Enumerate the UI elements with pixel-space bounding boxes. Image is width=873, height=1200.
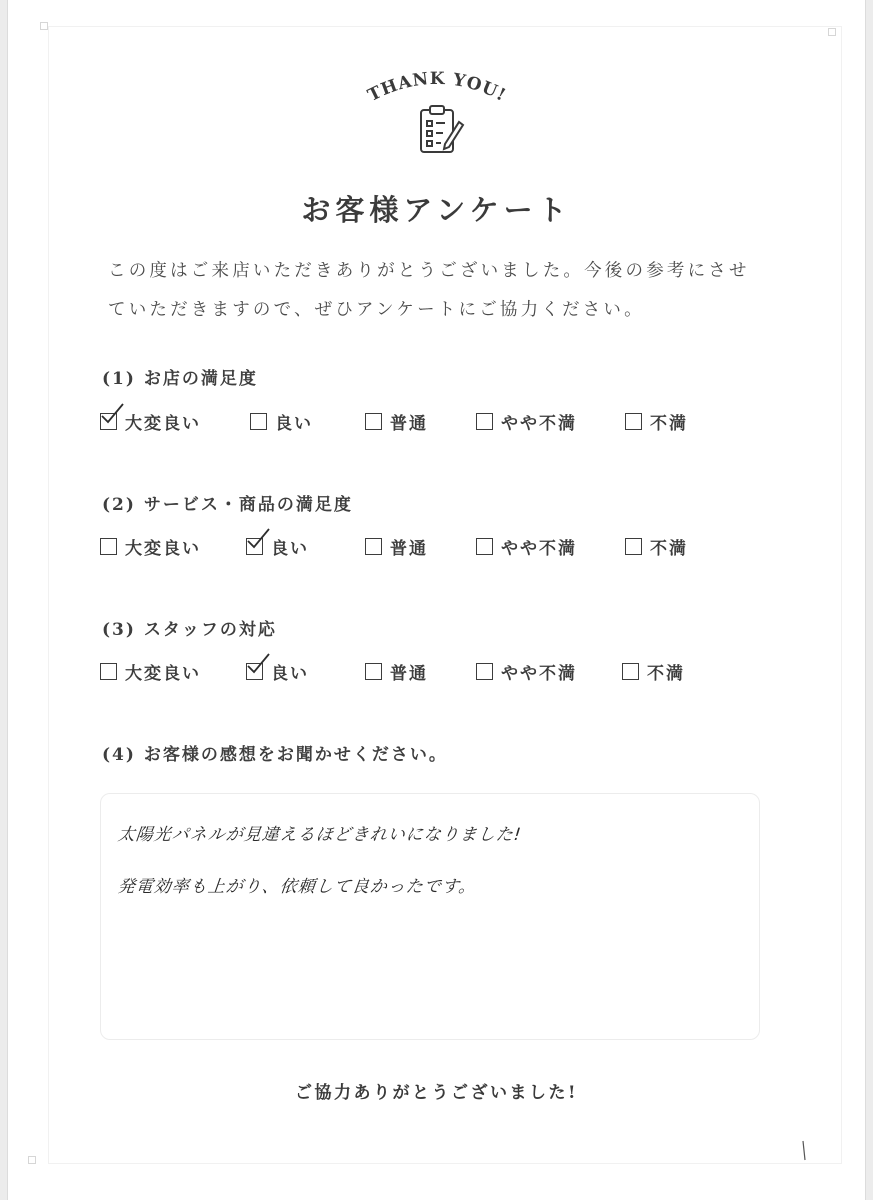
page-title: お客様アンケート [301,193,572,227]
checkbox[interactable] [476,413,493,430]
checkbox[interactable] [100,538,117,555]
thank-you-text: THANK YOU! [364,68,509,106]
checkbox-checked[interactable] [246,663,263,680]
corner-mark [28,1156,36,1164]
checkbox[interactable] [625,538,642,555]
question-4-label: (4) お客様の感想をお聞かせください。 [102,745,448,765]
intro-line: ていただきますので、ぜひアンケートにご協力ください。 [108,300,645,320]
option-very-good[interactable] [100,406,201,436]
checkbox-checked[interactable] [100,413,117,430]
checkmark-icon [99,402,127,428]
option-label: 不満 [650,413,688,434]
question-2-label: (2) サービス・商品の満足度 [102,495,353,515]
option-label: 不満 [650,538,688,559]
option-good[interactable] [246,531,309,561]
option-somewhat-dissatisfied[interactable] [476,656,577,686]
comment-handwritten-line: 太陽光パネルが見違えるほどきれいになりました! [116,825,523,845]
option-somewhat-dissatisfied[interactable] [476,531,577,561]
clipboard-checklist-icon [421,106,463,152]
option-dissatisfied[interactable] [625,531,688,561]
option-label: 普通 [390,413,428,434]
checkbox[interactable] [365,538,382,555]
checkbox[interactable] [250,413,267,430]
option-label: 不満 [647,663,685,684]
option-label: やや不満 [501,538,577,559]
question-1-label: (1) お店の満足度 [102,369,258,389]
question-3-label: (3) スタッフの対応 [102,620,277,640]
question-3-options [100,656,740,686]
checkbox[interactable] [625,413,642,430]
checkbox[interactable] [100,663,117,680]
thank-you-header [0,66,873,166]
option-dissatisfied[interactable] [625,406,688,436]
checkmark-icon [245,527,273,553]
option-very-good[interactable] [100,656,201,686]
option-label: 普通 [390,538,428,559]
comment-handwritten-line: 発電効率も上がり、依頼して良かったです。 [116,877,478,897]
checkbox[interactable] [365,663,382,680]
option-neutral[interactable] [365,406,428,436]
option-very-good[interactable] [100,531,201,561]
checkbox-checked[interactable] [246,538,263,555]
intro-line: この度はご来店いただきありがとうございました。今後の参考にさせ [108,261,750,281]
question-1-options [100,406,740,436]
question-2-options [100,531,740,561]
checkbox[interactable] [622,663,639,680]
corner-mark [828,28,836,36]
option-neutral[interactable] [365,531,428,561]
intro-text [108,252,768,330]
svg-text:THANK YOU! [364,69,509,106]
corner-mark [40,22,48,30]
option-label: 大変良い [125,663,201,684]
option-good[interactable] [246,656,309,686]
option-somewhat-dissatisfied[interactable] [476,406,577,436]
option-good[interactable] [250,406,313,436]
option-label: やや不満 [501,413,577,434]
checkmark-icon [245,652,273,678]
option-dissatisfied[interactable] [622,656,685,686]
option-label: 良い [271,663,309,684]
option-label: 大変良い [125,538,201,559]
checkbox[interactable] [365,413,382,430]
pen-mark [802,1140,806,1162]
option-label: 普通 [390,663,428,684]
option-label: 大変良い [125,413,201,434]
option-label: やや不満 [501,663,577,684]
thank-you-badge [337,66,537,166]
option-label: 良い [271,538,309,559]
closing-message: ご協力ありがとうございました! [295,1083,578,1103]
option-label: 良い [275,413,313,434]
option-neutral[interactable] [365,656,428,686]
checkbox[interactable] [476,663,493,680]
checkbox[interactable] [476,538,493,555]
